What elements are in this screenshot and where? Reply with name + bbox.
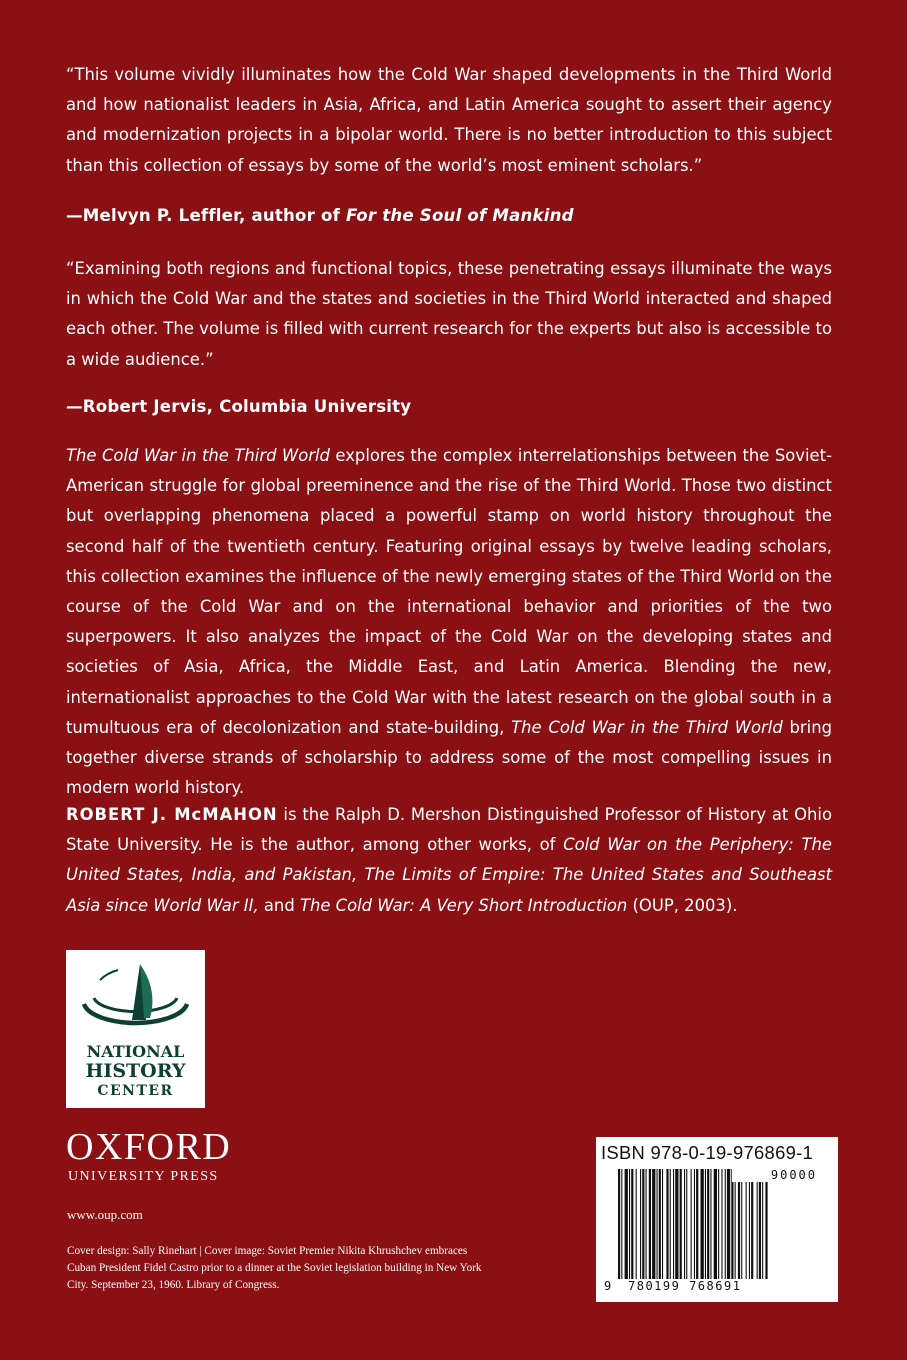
barcode-bar xyxy=(714,1169,717,1279)
price-code: 90000 xyxy=(732,1168,817,1182)
oxford-wordmark: OXFORD xyxy=(66,1126,232,1168)
bio-text-2: and xyxy=(258,895,300,915)
barcode-bar xyxy=(673,1169,674,1279)
description-text-1: explores the complex interrelationships between the Soviet-American struggle for global preeminence and the rise of the Third World. Those two distinct but overlapping phenomena placed a powerful stamp on world history throughout the second half of the twentieth century. Featuring original essays by twelve leading scholars, this collection examines the influence of the newly emerging states of the Third World on the course of the Cold War and on the international behavior and priorities of the two superpowers. It also analyzes the impact of the Cold War on the developing states and societies of Asia, Africa, the Middle East, and Latin America. Blending the new, internationalist approaches to the Cold War with the latest research on the global south in a tumultuous era of decolonization and state-building, xyxy=(66,446,832,737)
barcode-bar xyxy=(629,1169,630,1279)
book-title-2: The Cold War in the Third World xyxy=(511,717,783,737)
barcode-first-digit: 9 xyxy=(604,1279,612,1293)
barcode-bar xyxy=(686,1169,687,1279)
barcode-bar xyxy=(670,1169,671,1279)
university-press-wordmark: UNIVERSITY PRESS xyxy=(68,1169,219,1184)
attribution-leffler-name: —Melvyn P. Leffler, author of xyxy=(66,206,347,225)
barcode-bar xyxy=(649,1169,651,1279)
author-name: ROBERT J. McMAHON xyxy=(66,805,278,824)
barcode-bar xyxy=(652,1169,655,1279)
author-bio xyxy=(66,800,832,921)
barcode-bar xyxy=(749,1169,750,1279)
barcode-bar xyxy=(746,1169,747,1279)
cover-credit: Cover design: Sally Rinehart | Cover image: Soviet Premier Nikita Khrushchev embraces Cuban President Fidel Castro prior to a dinner at the Soviet legislation building in New York City. September 23, 1960. Library of Congress. xyxy=(67,1245,482,1292)
barcode-bar xyxy=(762,1169,763,1279)
barcode-bar xyxy=(727,1169,730,1279)
barcode-bars xyxy=(618,1169,820,1279)
barcode-bar xyxy=(694,1169,695,1279)
barcode-bar xyxy=(741,1169,742,1279)
barcode-bar xyxy=(705,1169,706,1279)
barcode-bar xyxy=(765,1169,767,1279)
barcode-bar xyxy=(759,1169,761,1279)
description-text-2: bring together diverse strands of scholarship to address some of the most compelling issues in modern world history. xyxy=(66,717,833,798)
barcode-bar xyxy=(710,1169,711,1279)
barcode-bar xyxy=(640,1169,641,1279)
book-title: The Cold War in the Third World xyxy=(66,446,330,465)
barcode-bar xyxy=(721,1169,722,1279)
barcode-bar xyxy=(659,1169,661,1279)
bio-works-1: Cold War on the Periphery: The United States, India, and Pakistan, The Limits of Empire: The United States and Southeast Asia since World War II, xyxy=(66,835,832,915)
barcode-bar xyxy=(657,1169,658,1279)
barcode-bar xyxy=(751,1169,753,1279)
bio-text-1: is the Ralph D. Mershon Distinguished Professor of History at Ohio State University. He is the author, among other works, of xyxy=(66,805,832,855)
barcode-bar xyxy=(738,1169,740,1279)
barcode-bar xyxy=(696,1169,698,1279)
barcode-bar xyxy=(675,1169,678,1279)
barcode-bar xyxy=(691,1169,692,1279)
barcode-bar xyxy=(666,1169,668,1279)
attribution-leffler-book: For the Soul of Mankind xyxy=(346,206,574,225)
quote-jervis-text: “Examining both regions and functional topics, these penetrating essays illuminate the ways in which the Cold War and the states and societies in the Third World interacted and shaped each other. The volume is filled with current research for the experts but also is accessible to a wide audience.” xyxy=(66,259,832,369)
barcode-bar xyxy=(707,1169,709,1279)
barcode-bar xyxy=(757,1169,758,1279)
logo-line-1: NATIONAL xyxy=(86,1042,185,1061)
barcode-bar xyxy=(684,1169,685,1279)
barcode-bar xyxy=(662,1169,663,1279)
barcode-bar xyxy=(642,1169,644,1279)
bio-works-2: The Cold War: A Very Short Introduction xyxy=(299,895,628,915)
barcode-digits: 780199 768691 xyxy=(628,1279,742,1293)
barcode-bar xyxy=(621,1169,622,1279)
quote-leffler-text: “This volume vividly illuminates how the Cold War shaped developments in the Third World and how nationalist leaders in Asia, Africa, and Latin America sought to assert their agency and modernization projects in a bipolar world. There is no better introduction to this subject than this collection of essays by some of the world’s most eminent scholars.” xyxy=(66,65,832,175)
barcode-bar xyxy=(701,1169,704,1279)
quote-jervis xyxy=(66,254,832,375)
logo-line-2: HISTORY xyxy=(85,1060,186,1082)
attribution-jervis: —Robert Jervis, Columbia University xyxy=(66,397,412,416)
barcode-bar xyxy=(725,1169,726,1279)
quote-leffler xyxy=(66,60,832,181)
barcode-bar xyxy=(631,1169,633,1279)
attribution-leffler xyxy=(66,206,574,225)
isbn-number: ISBN 978-0-19-976869-1 xyxy=(601,1142,814,1163)
sail-emblem-icon xyxy=(80,960,191,1040)
barcode-bar xyxy=(731,1169,733,1279)
logo-line-3: CENTER xyxy=(97,1083,174,1099)
barcode-bar xyxy=(680,1169,682,1279)
national-history-center-logo xyxy=(66,950,205,1108)
publisher-url: www.oup.com xyxy=(67,1207,143,1222)
barcode-bar xyxy=(735,1169,736,1279)
barcode-bar xyxy=(625,1169,628,1279)
book-description xyxy=(66,441,832,803)
barcode-bar xyxy=(618,1169,620,1279)
barcode-bar xyxy=(646,1169,647,1279)
bio-text-3: (OUP, 2003). xyxy=(627,895,738,915)
isbn-barcode xyxy=(596,1137,838,1302)
barcode-bar xyxy=(636,1169,637,1279)
barcode-bar xyxy=(718,1169,719,1279)
